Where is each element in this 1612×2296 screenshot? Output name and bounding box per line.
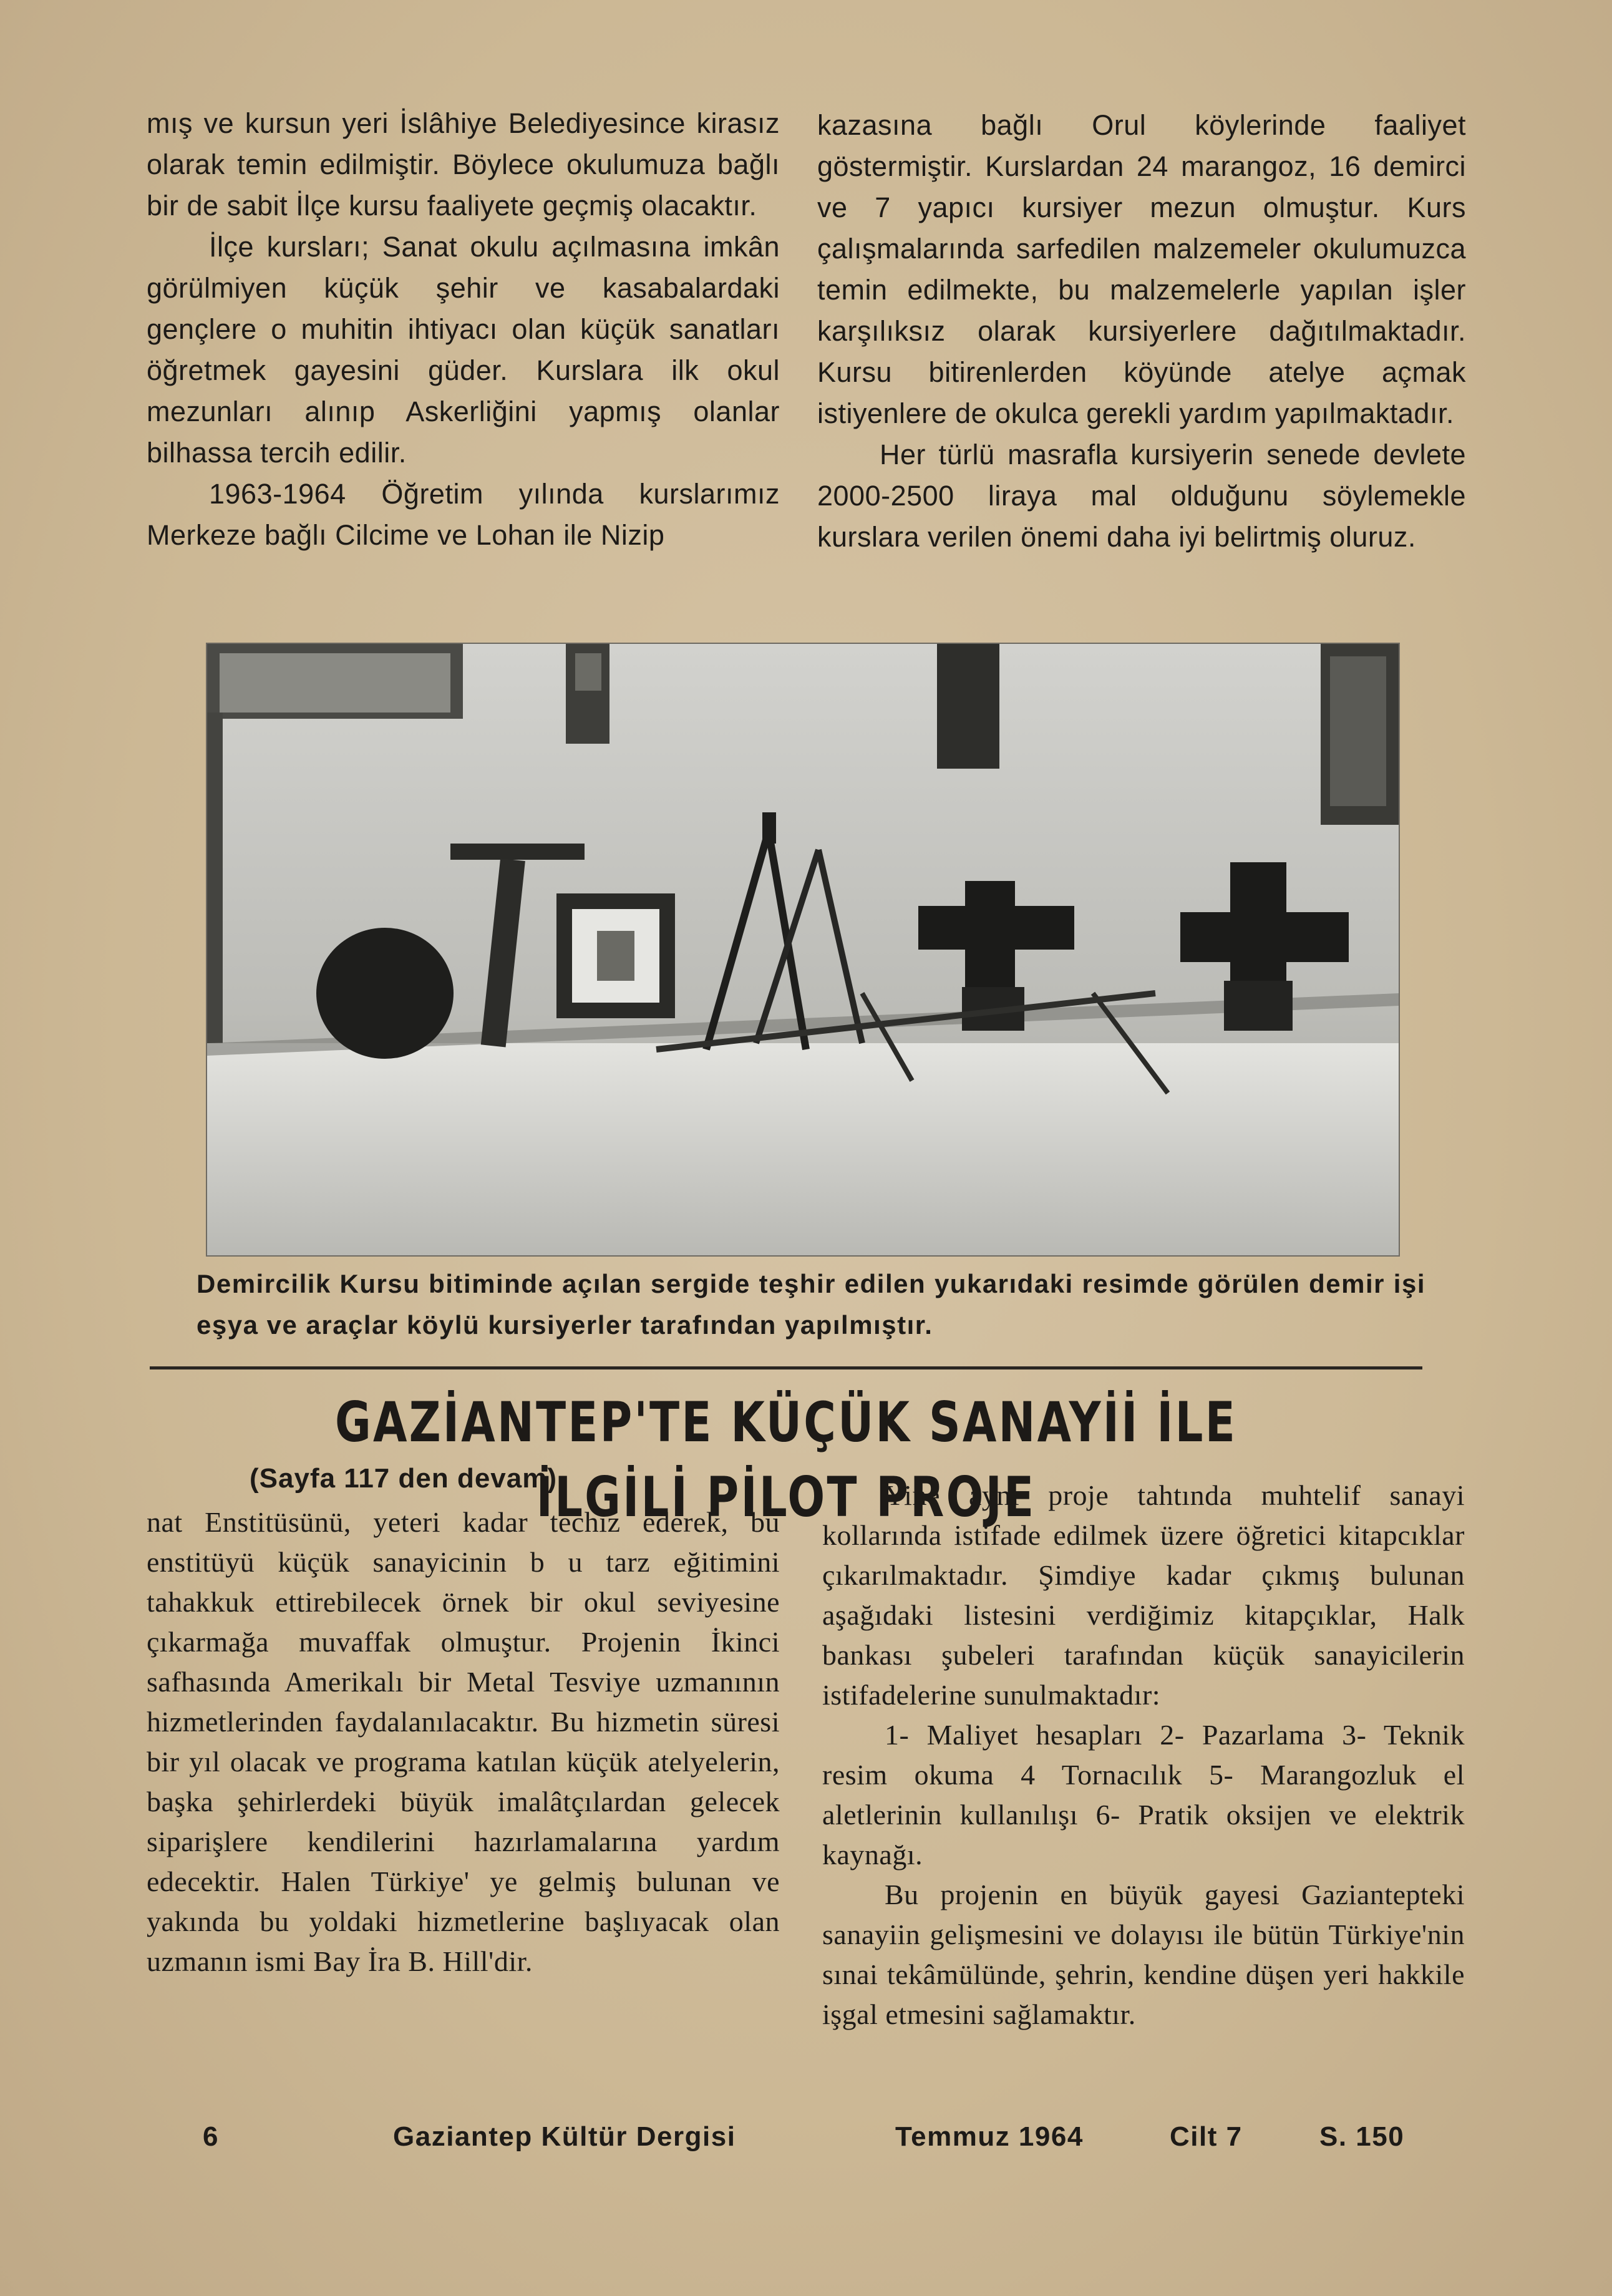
paragraph: Bu projenin en büyük gayesi Gaziantepteki sanayiin gelişmesini ve dolayısı ile bütün Türkiye'nin sınai tekâmülünde, şehrin, kendine düşen yeri hakkile işgal etmesini sağlamaktır.: [822, 1879, 1465, 2030]
paragraph: mış ve kursun yeri İslâhiye Belediyesince kirasız olarak temin edilmiştir. Böylece okulumuza bağlı bir de sabit İlçe kursu faaliyete geçmiş olacaktır.: [147, 107, 780, 221]
article-headline: GAZİANTEP'TE KÜÇÜK SANAYİİ İLE İLGİLİ PİLOT PROJE: [334, 1390, 1238, 1529]
exhibition-photo-image: [207, 644, 1399, 1255]
bottom-right-column: [822, 1476, 1465, 2035]
page-number: 6: [203, 2121, 219, 2152]
top-right-column: [817, 105, 1466, 558]
continued-note: (Sayfa 117 den devam): [250, 1463, 558, 1494]
issue-number: S. 150: [1319, 2121, 1405, 2152]
volume: Cilt 7: [1170, 2121, 1243, 2152]
paragraph: 1- Maliyet hesapları 2- Pazarlama 3- Teknik resim okuma 4 Tornacılık 5- Marangozluk el aletlerinin kullanılışı 6- Pratik oksijen ve elektrik kaynağı.: [822, 1719, 1465, 1870]
issue-date: Temmuz 1964: [895, 2121, 1084, 2152]
exhibition-photo: [206, 643, 1400, 1257]
section-divider: [150, 1366, 1422, 1369]
paragraph: 1963-1964 Öğretim yılında kurslarımız Merkeze bağlı Cilcime ve Lohan ile Nizip: [147, 478, 780, 551]
magazine-name: Gaziantep Kültür Dergisi: [393, 2121, 736, 2152]
paragraph: Yine aynı proje tahtında muhtelif sanayi kollarında istifade edilmek üzere öğretici kitapcıklar çıkarılmaktadır. Şimdiye kadar çıkmış bulunan aşağıdaki listesini verdiğimiz kitapçıklar, Halk bankası şubeleri tarafından küçük sanayicilerin istifadelerine sunulmaktadır:: [822, 1479, 1465, 1711]
paragraph: nat Enstitüsünü, yeteri kadar techiz ederek, bu enstitüyü küçük sanayicinin b u tarz eğitimini tahakkuk ettirebilecek örnek bir okul seviyesine çıkarmağa muvaffak olmuştur. Projenin İkinci safhasında Amerikalı bir Metal Tesviye uzmanının hizmetlerinden faydalanılacaktır. Bu hizmetin süresi bir yıl olacak ve programa katılan küçük atelyelerin, başka şehirlerdeki büyük imalâtçılardan gelecek siparişlere kendilerini hazırlamalarına yardım edecektir. Halen Türkiye' ye gelmiş bulunan ve yakında bu yoldaki hizmetlerine başlıyacak olan uzmanın ismi Bay İra B. Hill'dir.: [147, 1506, 780, 1977]
top-left-column: [147, 103, 780, 556]
paragraph: Her türlü masrafla kursiyerin senede devlete 2000-2500 liraya mal olduğunu söylemekle kurslara verilen önemi daha iyi belirtmiş oluruz.: [817, 439, 1466, 553]
photo-caption: Demircilik Kursu bitiminde açılan sergide teşhir edilen yukarıdaki resimde görülen demir işi eşya ve araçlar köylü kursiyerler tarafından yapılmıştır.: [197, 1269, 1425, 1340]
paragraph: kazasına bağlı Orul köylerinde faaliyet göstermiştir. Kurslardan 24 marangoz, 16 demirci ve 7 yapıcı kursiyer mezun olmuştur. Kurs çalışmalarında sarfedilen malzemeler okulumuzca temin edilmekte, bu malzemelerle yapılan işler karşılıksız olarak kursiyerlere dağıtılmaktadır. Kursu bitirenlerden köyünde atelye açmak istiyenlere de okulca gerekli yardım yapılmaktadır.: [817, 109, 1466, 429]
bottom-left-column: [147, 1502, 780, 1982]
paragraph: İlçe kursları; Sanat okulu açılmasına imkân görülmiyen küçük şehir ve kasabalardaki gençlere o muhitin ihtiyacı olan küçük sanatları öğretmek gayesini güder. Kurslara ilk okul mezunları alınıp Askerliğini yapmış olanlar bilhassa tercih edilir.: [147, 231, 780, 469]
